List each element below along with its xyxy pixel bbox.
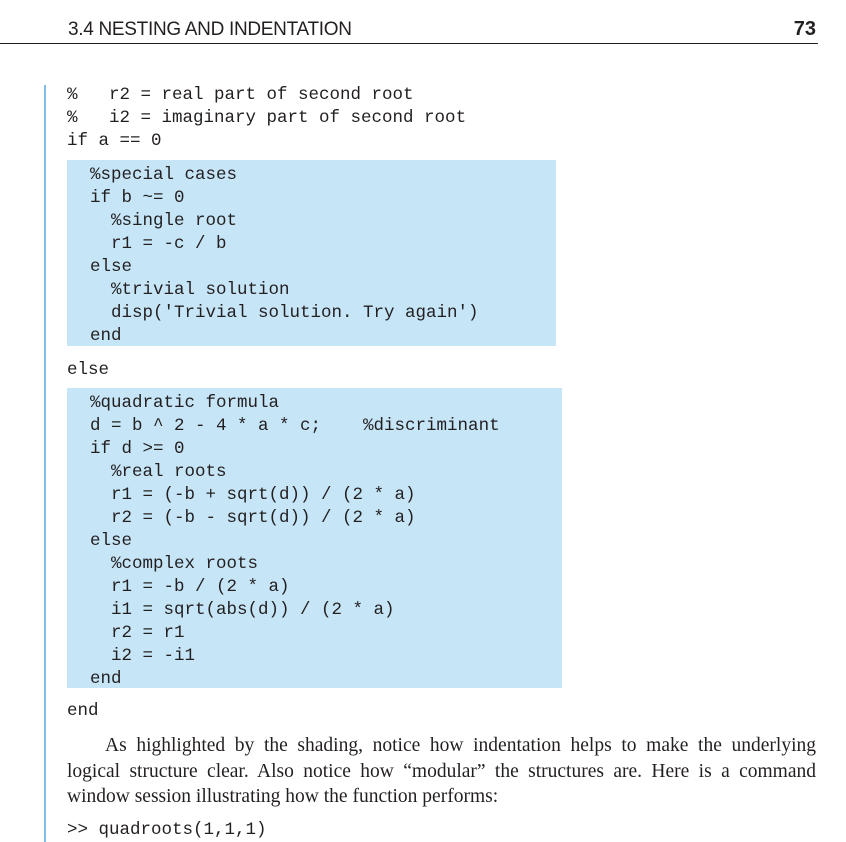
code-line: %single root [90, 211, 238, 231]
code-line: %real roots [90, 462, 227, 482]
code-line: r2 = (-b - sqrt(d)) / (2 * a) [90, 508, 416, 528]
code-line: d = b ^ 2 - 4 * a * c; %discriminant [90, 416, 500, 436]
code-line: if d >= 0 [90, 439, 185, 459]
code-line: %quadratic formula [90, 393, 280, 413]
running-header [0, 18, 818, 44]
code-line: if b ~= 0 [90, 188, 185, 208]
code-line-else: else [67, 360, 110, 380]
code-line: if a == 0 [67, 131, 162, 151]
code-line: disp('Trivial solution. Try again') [90, 303, 479, 323]
code-line: r1 = -c / b [90, 234, 227, 254]
code-line: else [90, 257, 133, 277]
code-line: % r2 = real part of second root [67, 85, 414, 105]
code-line: % i2 = imaginary part of second root [67, 108, 467, 128]
code-line: i1 = sqrt(abs(d)) / (2 * a) [90, 600, 395, 620]
code-line: end [90, 326, 122, 346]
code-line: end [90, 669, 122, 689]
code-line: %trivial solution [90, 280, 290, 300]
code-line: i2 = -i1 [90, 646, 196, 666]
code-line: r1 = -b / (2 * a) [90, 577, 290, 597]
code-line-end: end [67, 701, 99, 721]
section-title: 3.4 NESTING AND INDENTATION [68, 19, 352, 40]
code-line: %special cases [90, 165, 238, 185]
margin-bar [44, 85, 46, 842]
body-paragraph: As highlighted by the shading, notice how indentation helps to make the underlying logical structure clear. Also notice how “modular” the structures are. Here is a command window session illustrating how the function performs: [67, 735, 816, 807]
command-line: >> quadroots(1,1,1) [67, 820, 267, 840]
code-line: r2 = r1 [90, 623, 185, 643]
page-number: 73 [793, 18, 816, 40]
code-line: else [90, 531, 133, 551]
code-line: %complex roots [90, 554, 259, 574]
code-line: r1 = (-b + sqrt(d)) / (2 * a) [90, 485, 416, 505]
